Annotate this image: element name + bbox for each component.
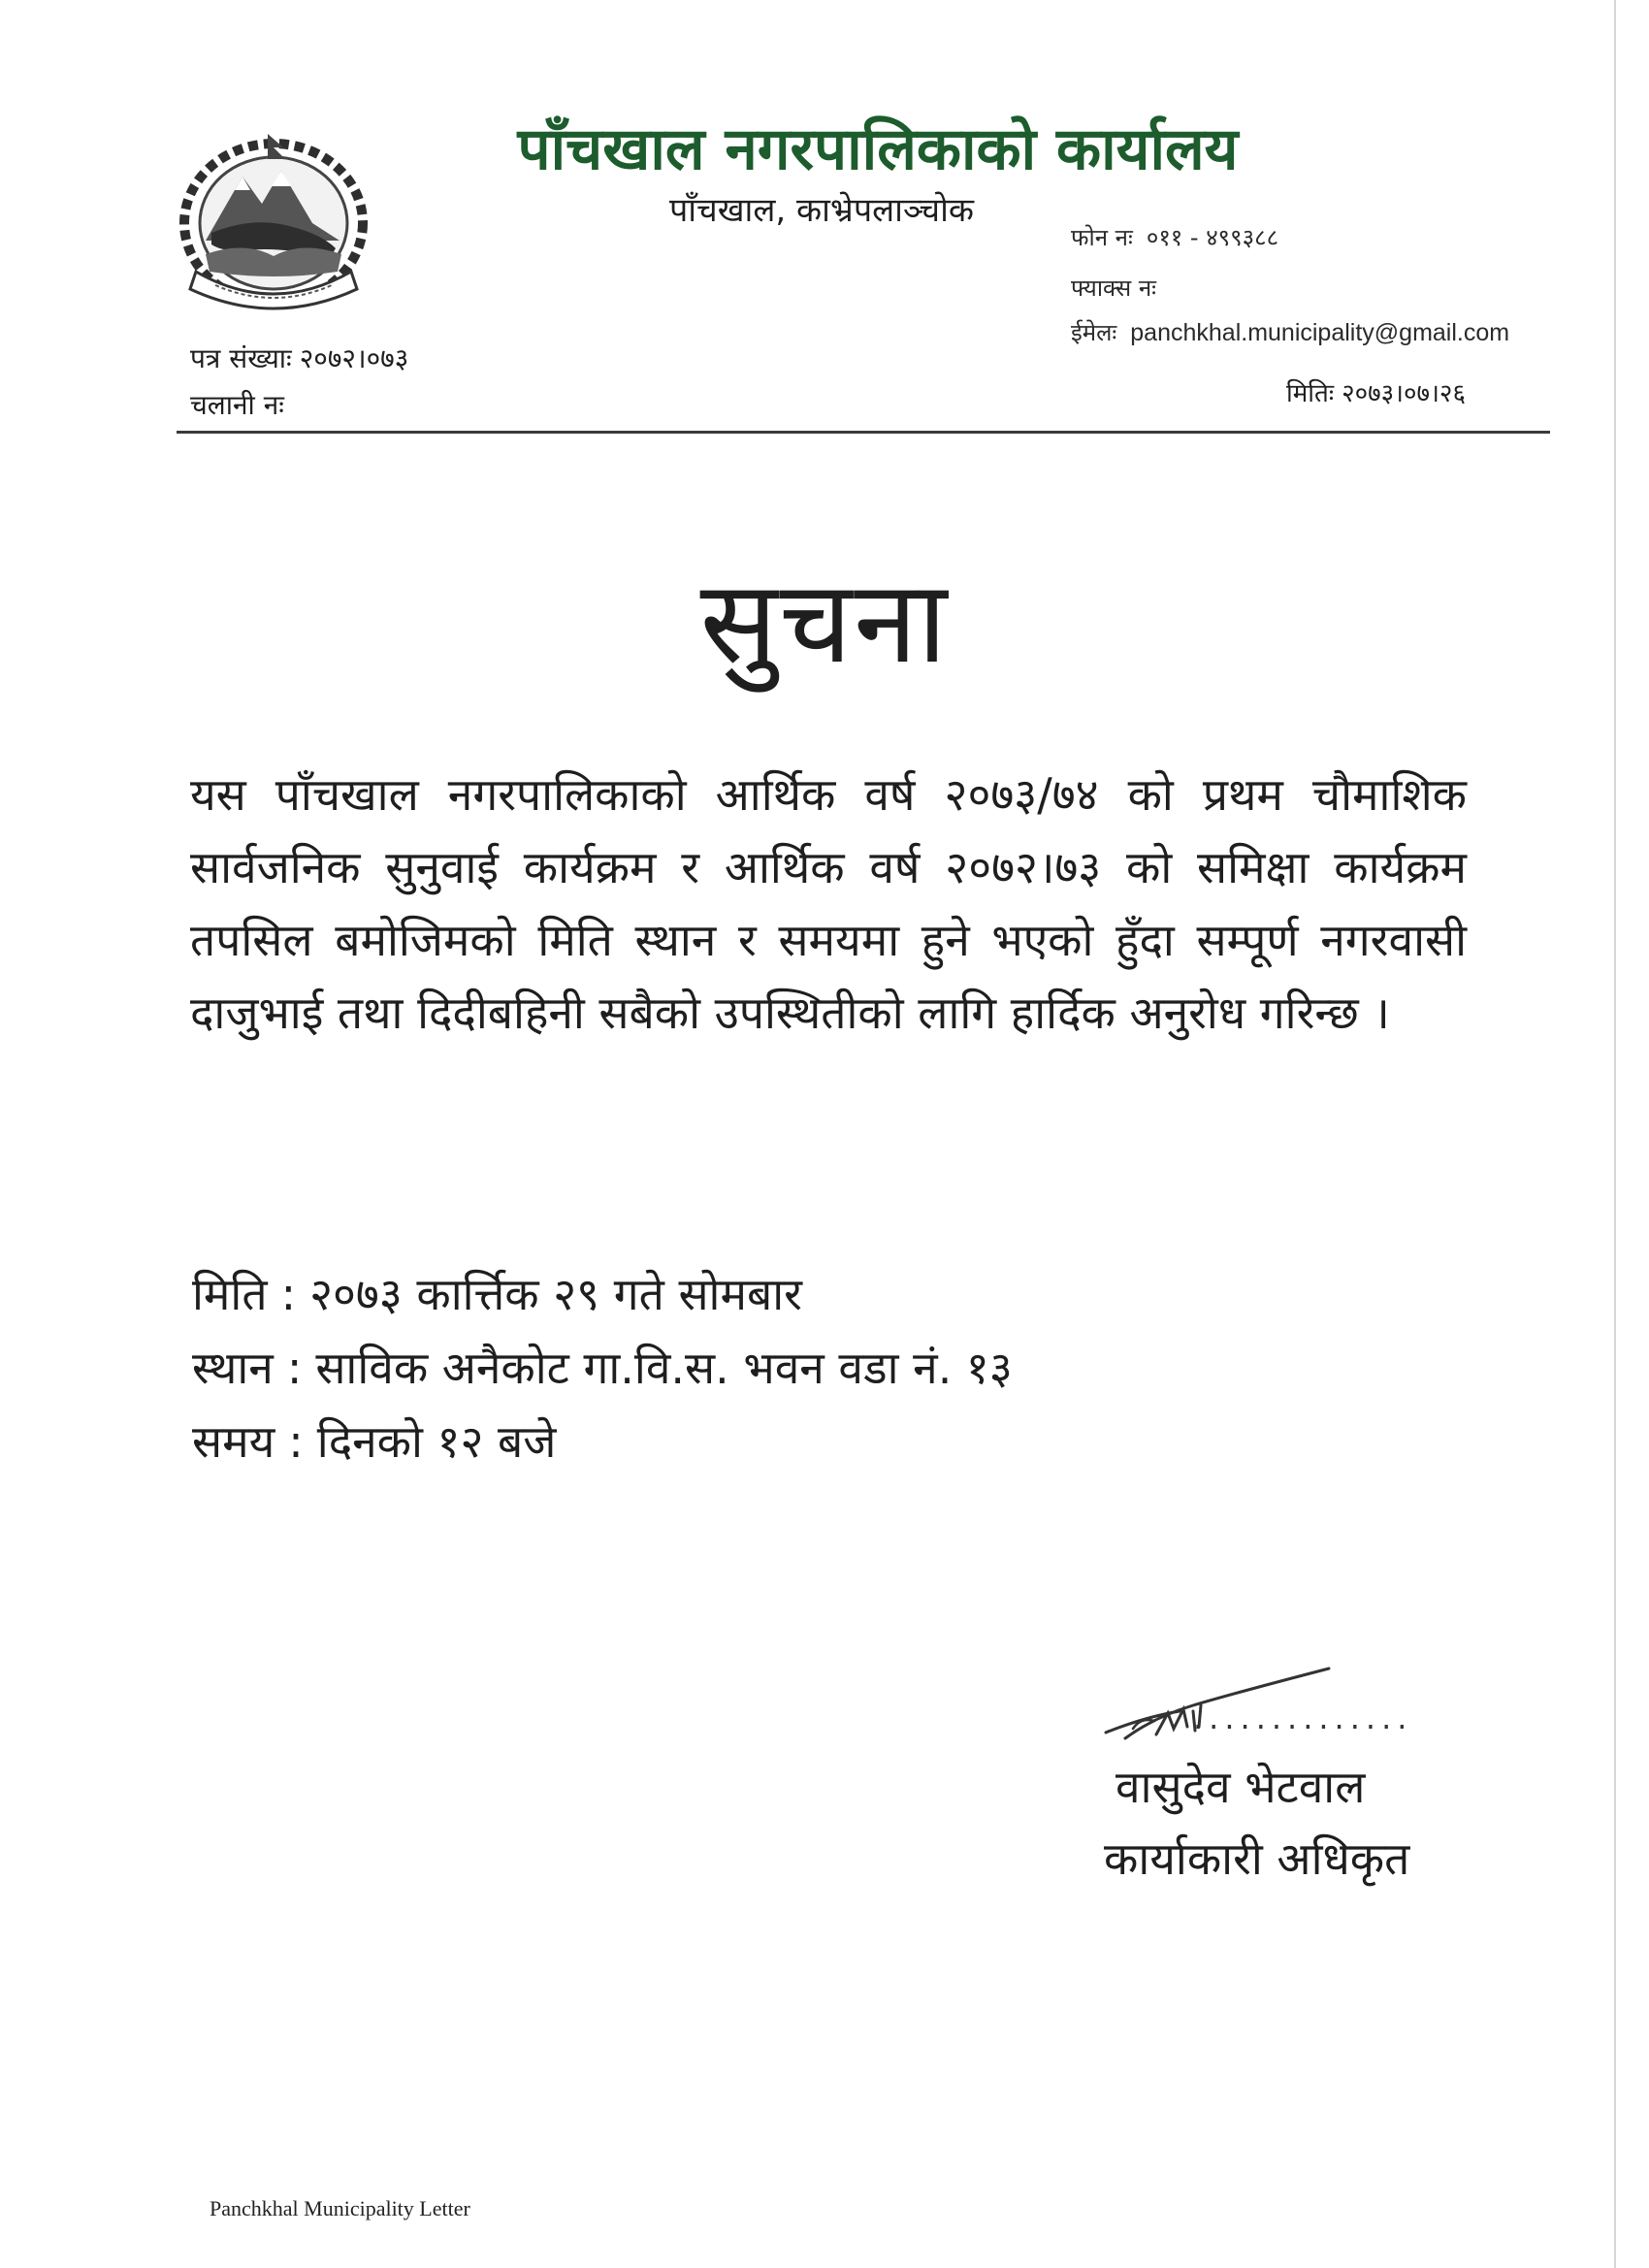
office-address: पाँचखाल, काभ्रेपलाञ्चोक	[669, 191, 975, 230]
letter-date	[1286, 374, 1466, 409]
dispatch-number	[190, 386, 292, 423]
signature-dotted-line: ..............	[1193, 1700, 1413, 1736]
detail-date-label: मिति	[192, 1268, 268, 1320]
detail-time-label: समय	[192, 1415, 275, 1468]
footer-note: Panchkhal Municipality Letter	[210, 2196, 470, 2220]
notice-body: यस पाँचखाल नगरपालिकाको आर्थिक वर्ष २०७३/७४ को प्रथम चौमाशिक सार्वजनिक सुनुवाई कार्यक्रम र आर्थिक वर्ष २०७२।७३ को समिक्षा कार्यक्रम तपसिल बमोजिमको मिति स्थान र समयमा हुने भएको हुँदा सम्पूर्ण नगरवासी दाजुभाई तथा दिदीबहिनी सबैको उपस्थितीको लागि हार्दिक अनुरोध गरिन्छ ।	[190, 768, 1467, 1039]
notice-title: सुचना	[699, 555, 950, 689]
fax-line	[1071, 272, 1170, 304]
notice-details	[192, 1257, 1453, 1478]
detail-venue	[192, 1331, 1453, 1405]
detail-venue-value: साविक अनैकोट गा.वि.स. भवन वडा नं. १३	[315, 1342, 1013, 1394]
header-divider	[177, 431, 1550, 434]
detail-date	[192, 1257, 1453, 1331]
detail-separator: :	[286, 1342, 303, 1394]
phone-label: फोन नः	[1071, 224, 1133, 251]
detail-date-value: २०७३ कार्त्तिक २९ गते सोमबार	[309, 1268, 802, 1320]
fax-label: फ्याक्स नः	[1071, 275, 1157, 302]
nepal-government-emblem-icon	[167, 126, 380, 310]
signatory-name: वासुदेव भेटवाल	[1116, 1761, 1366, 1813]
phone-value: ०११ - ४९९३८८	[1146, 224, 1279, 251]
phone-line	[1071, 221, 1278, 253]
letter-number-value: २०७२।०७३	[299, 342, 409, 374]
letter-date-value: २०७३।०७।२६	[1342, 379, 1466, 408]
letter-number-label: पत्र संख्याः	[190, 342, 292, 374]
dispatch-number-label: चलानी नः	[190, 389, 284, 421]
email-line	[1071, 316, 1509, 348]
office-name: पाँचखाल नगरपालिकाको कार्यालय	[517, 115, 1239, 183]
detail-time	[192, 1405, 1453, 1478]
page-edge-line	[1614, 0, 1616, 2268]
detail-separator: :	[288, 1415, 304, 1468]
signatory-designation: कार्याकारी अधिकृत	[1104, 1832, 1410, 1885]
detail-time-value: दिनको १२ बजे	[316, 1415, 557, 1468]
letter-date-label: मितिः	[1286, 379, 1335, 408]
detail-separator: :	[280, 1268, 297, 1320]
detail-venue-label: स्थान	[192, 1342, 274, 1394]
letter-number	[190, 340, 408, 376]
email-label: ईमेलः	[1071, 319, 1117, 346]
email-value: panchkhal.municipality@gmail.com	[1130, 319, 1510, 346]
